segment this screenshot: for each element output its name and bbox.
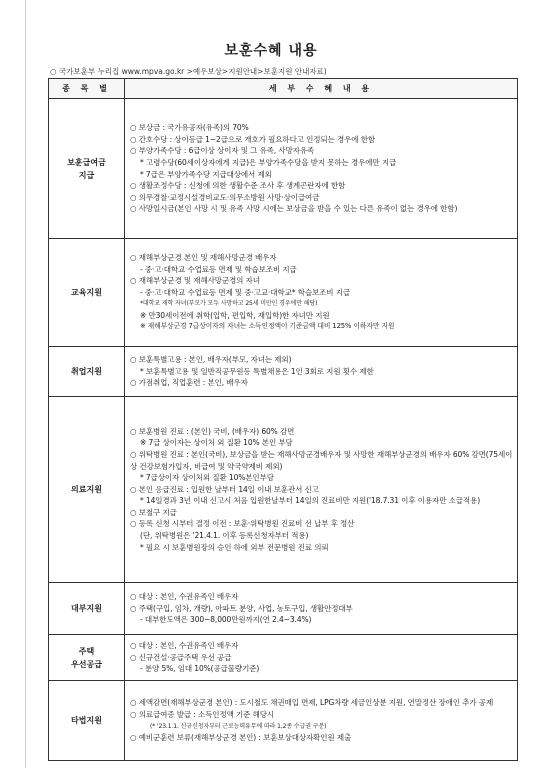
detail-note: *대학교 재학 자녀(부모가 모두 사망하고 25세 미만인 경우에만 해당): [140, 300, 318, 308]
detail-line: - 대부한도액은 300~8,000만원까지(연 2.4~3.4%): [140, 615, 312, 625]
scan-edge-line: [25, 0, 26, 768]
table-row: [49, 583, 518, 635]
detail-line: - 중·고·대학교 수업료등 면제 및 중·고교·대학교* 학습보조비 지급: [140, 287, 351, 297]
detail-line: ○ 간호수당 : 상이등급 1~2급으로 개호가 필요하다고 인정되는 경우에 한함: [130, 134, 376, 144]
header-category: 종 목 별: [49, 79, 125, 99]
page-title: 보훈수혜 내용: [224, 43, 318, 59]
category-label: 교육지원: [71, 288, 102, 297]
category-cell: [49, 397, 125, 583]
category-label-2: 우선공급: [71, 659, 102, 669]
category-cell: [49, 635, 125, 681]
table-row: [49, 99, 518, 239]
detail-line: ○ 보상금 : 국가유공자(유족)의 70%: [130, 123, 249, 133]
table-header-row: [49, 79, 518, 99]
table-row: [49, 681, 518, 761]
detail-note: ※ 7급 상이자는 상이처 외 질환 10% 본인 부담: [140, 438, 293, 448]
detail-line: ○ 예비군훈련 보류(재해부상군경 본인) : 보훈보상대상자확인원 제출: [130, 733, 352, 743]
table-row: [49, 397, 518, 583]
category-label: 의료지원: [71, 485, 102, 494]
detail-note: (단, 위탁병원은 '21.4.1. 이후 등록신청자부터 적용): [140, 531, 309, 541]
detail-note: * 필요 시 보훈병원장의 승인 하에 외부 전문병원 진료 의뢰: [140, 542, 329, 552]
details-cell: [125, 681, 518, 761]
benefits-table: [48, 78, 518, 761]
category-cell: [49, 681, 125, 761]
category-label: 주택: [78, 646, 95, 656]
category-label: 보훈급여금: [67, 157, 106, 167]
category-cell: [49, 99, 125, 239]
detail-note: (* '23.1.1. 신규신청자부터 근로능력유무에 따라 1,2종 수급권 구분): [150, 722, 327, 730]
detail-line: ○ 주택(구입, 임차, 개량), 아파트 분양, 사업, 농토구입, 생활안정대부: [130, 603, 353, 613]
details-cell: [125, 347, 518, 397]
table-row: [49, 347, 518, 397]
table-row: [49, 635, 518, 681]
header-details: 세 부 수 혜 내 용: [125, 79, 518, 99]
category-cell: [49, 239, 125, 347]
detail-line: ○ 대상 : 본인, 수권유족인 배우자: [130, 641, 239, 651]
detail-line: ○ 부양가족수당 : 6급이상 상이자 및 그 유족, 사망자유족: [130, 146, 315, 156]
detail-line: ○ 보훈병원 진료 : (본인) 국비, (배우자) 60% 감면: [130, 426, 295, 436]
details-cell: [125, 635, 518, 681]
category-label: 대부지원: [71, 604, 102, 613]
detail-line: - 중·고·대학교 수업료등 면제 및 학습보조비 지급: [140, 264, 297, 274]
detail-line: ○ 재해부상군경 본인 및 재해사망군경 배우자: [130, 252, 277, 262]
details-cell: [125, 99, 518, 239]
detail-line: ○ 보훈특별고용 : 본인, 배우자(부모, 자녀는 제외): [130, 355, 292, 365]
category-cell: [49, 347, 125, 397]
detail-line: ○ 재해부상군경 및 재해사망군경의 자녀: [130, 276, 260, 286]
detail-line: ○ 사망일시금(본인 사망 시 및 유족 사망 시에는 보상금을 받을 수 있는 다른 유족이 없는 경우에 한함): [130, 204, 458, 214]
category-cell: [49, 583, 125, 635]
detail-note: ※ 재해부상군경 7급상이자의 자녀는 소득인정액이 기준금액 대비 125% 이하자만 지원: [140, 322, 395, 331]
details-cell: [125, 239, 518, 347]
detail-note: * 7급은 부양가족수당 지급대상에서 제외: [140, 169, 272, 179]
detail-note: * 14일경과 3년 이내 신고시 처음 입원한날부터 14일의 진료비만 지원('18.7.31 이후 이용자만 소급적용): [140, 496, 481, 506]
details-cell: [125, 583, 518, 635]
detail-line: ○ 생활조정수당 : 신청에 의한 생활수준 조사 후 생계곤란자에 한함: [130, 181, 346, 191]
table-row: [49, 239, 518, 347]
detail-line: ○ 등록 신청 시부터 결정 이전 : 보훈·위탁병원 진료비 선 납부 후 정산: [130, 519, 355, 529]
detail-line: - 분양 5%, 임대 10%(공급물량기준): [140, 664, 260, 674]
detail-note: * 7급상이자 상이처외 질환 10%본인부담: [140, 473, 274, 483]
category-label: 취업지원: [71, 367, 102, 376]
detail-note: * 보훈특별고용 및 일반직공무원등 특별채용은 1인 3회로 지원 횟수 제한: [140, 366, 374, 376]
source-note: ○ 국가보훈부 누리집 www.mpva.go.kr >예우보상>지원안내>보훈지원 안내자료): [50, 67, 327, 76]
category-label-2: 지급: [78, 170, 95, 180]
detail-note: ※ 만30세이전에 취학(입학, 편입학, 재입학)한 자녀만 지원: [140, 310, 330, 320]
detail-line: ○ 세액감면(재해부상군경 본인) : 도시철도 채권매입 면제, LPG차량 세금인상분 지원, 연말정산 장애인 추가 공제: [130, 698, 494, 708]
detail-line: ○ 보철구 지급: [130, 507, 177, 517]
details-cell: [125, 397, 518, 583]
category-label: 타법지원: [71, 716, 102, 725]
detail-line: ○ 의료급여증 발급 : 소득인정액 기준 해당시: [130, 709, 275, 719]
detail-line: ○ 대상 : 본인, 수권유족인 배우자: [130, 592, 239, 602]
detail-line: ○ 위탁병원 진료 : 본인(국비), 보상금을 받는 재해사망군경배우자 및 사망한 재해부상군경의 배우자 60% 감면(75세이상 건강보험가입자, 비급여 및 약국약제비 제외): [130, 449, 513, 471]
detail-note: * 고령수당(60세이상자에게 지급)은 부양가족수당을 받지 못하는 경우에만 지급: [140, 157, 397, 167]
detail-line: ○ 가점취업, 직업훈련 : 본인, 배우자: [130, 378, 248, 388]
detail-line: ○ 의무경찰·교정시설경비교도·의무소방원 사망·상이급여금: [130, 192, 320, 202]
detail-line: ○ 신규건설·공급주택 우선 공급: [130, 652, 232, 662]
detail-line: ○ 본인 응급진료 : 입원한 날부터 14일 이내 보훈관서 신고: [130, 484, 319, 494]
